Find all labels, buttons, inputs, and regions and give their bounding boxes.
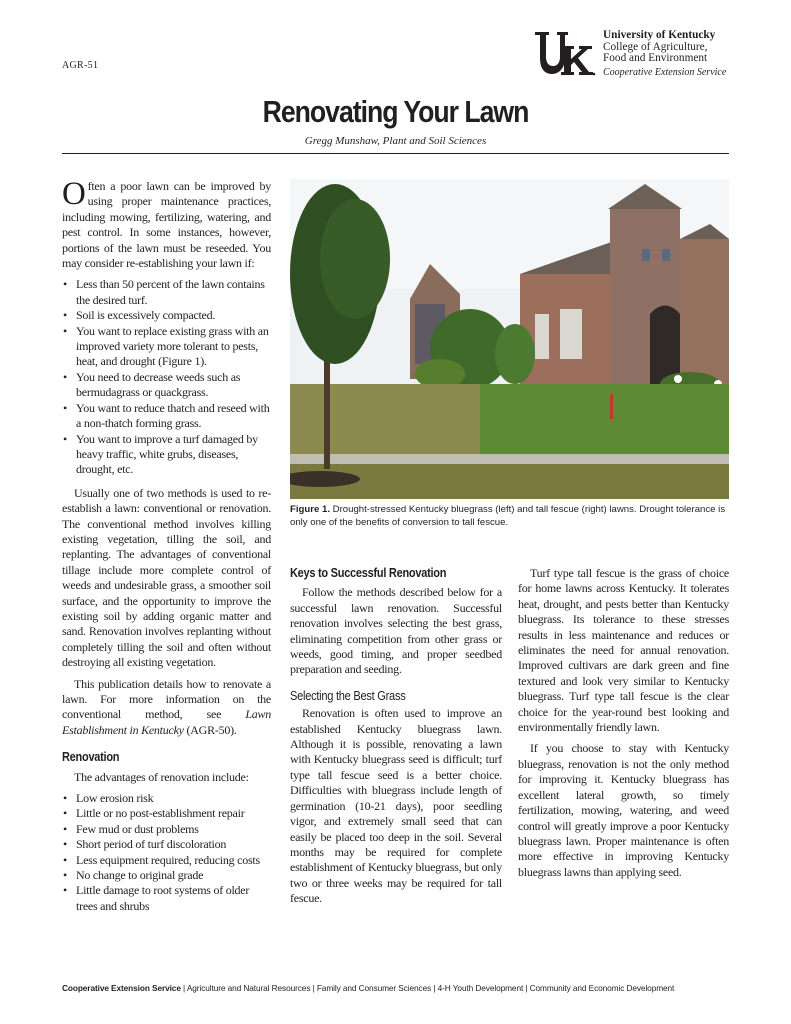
title-rule bbox=[62, 153, 729, 154]
renovation-heading: Renovation bbox=[62, 750, 120, 765]
column-2 bbox=[290, 566, 502, 913]
reference-code: (AGR-50). bbox=[183, 722, 237, 737]
list-item: • Low erosion risk bbox=[62, 791, 271, 806]
footer-programs: | Agriculture and Natural Resources | Family and Consumer Sciences | 4-H Youth Development | Community and Economic Development bbox=[180, 983, 675, 993]
figure-caption bbox=[290, 504, 729, 529]
list-item: • You want to replace existing grass with an improved variety more tolerant to pests, heat, and drought (Figure 1). bbox=[62, 324, 271, 370]
advantages-intro: The advantages of renovation include: bbox=[74, 769, 249, 784]
bluegrass-paragraph: If you choose to stay with Kentucky bluegrass, renovation is not the only method for improving it. Kentucky bluegrass has excellent lateral growth, so timely fertilization, mowing, watering, and weed control will greatly improve a poor Kentucky bluegrass lawn. Proper maintenance is often more effective in improving Kentucky bluegrass lawns than applying seed. bbox=[518, 741, 729, 879]
advantages-list bbox=[62, 791, 271, 914]
footer-lead: Cooperative Extension Service bbox=[62, 983, 181, 993]
figure-caption-text: Drought-stressed Kentucky bluegrass (left) and tall fescue (right) lawns. Drought tolerance is only one of the benefits of conversion to tall fescue. bbox=[290, 504, 726, 528]
extension-service: Cooperative Extension Service bbox=[603, 66, 727, 78]
keys-heading: Keys to Successful Renovation bbox=[290, 566, 447, 580]
figure-1-photo bbox=[290, 179, 729, 499]
university-name: University of Kentucky bbox=[603, 29, 716, 41]
page-title: Renovating Your Lawn bbox=[262, 94, 529, 129]
column-1 bbox=[62, 176, 271, 922]
keys-paragraph: Follow the methods described below for a successful lawn renovation. Successful renovation involves selecting the best grass, eliminating competition from other grass or weeds, good timing, and proper seedbed preparation and seeding. bbox=[290, 585, 502, 677]
reasons-list bbox=[62, 277, 271, 477]
list-item: • You want to reduce thatch and reseed with a non-thatch forming grass. bbox=[62, 401, 271, 432]
reference-paragraph bbox=[62, 677, 271, 739]
intro-text: ften a poor lawn can be improved by using proper maintenance practices, including mowing, fertilizing, watering, and pest control. In some instances, however, portions of the lawn must be reseeded. You may consider re-establishing your lawn if: bbox=[62, 179, 271, 271]
drop-cap: O bbox=[62, 176, 86, 212]
author-line: Gregg Munshaw, Plant and Soil Sciences bbox=[304, 135, 487, 147]
list-item: • You need to decrease weeds such as bermudagrass or quackgrass. bbox=[62, 370, 271, 401]
intro-paragraph bbox=[62, 176, 271, 271]
reference-text: This publication details how to renovate a lawn. For more information on the conventional method, see bbox=[62, 676, 271, 722]
university-header bbox=[603, 30, 726, 78]
selecting-heading: Selecting the Best Grass bbox=[290, 687, 406, 703]
college-line-2: Food and Environment bbox=[603, 52, 708, 64]
list-item: • Less than 50 percent of the lawn contains the desired turf. bbox=[62, 277, 271, 308]
list-item: • Soil is excessively compacted. bbox=[62, 308, 271, 323]
list-item: • Little or no post-establishment repair bbox=[62, 806, 271, 821]
methods-paragraph: Usually one of two methods is used to re-establish a lawn: conventional or renovation. The conventional method involves killing existing vegetation, tilling the soil, and replanting. The advantages of conventional tillage include more complete control of weeds and undesirable grass, a smoother soil surface, and the opportunity to improve the existing soil by adding organic matter and sand. Renovation involves replanting without completely tilling the soil and often without destroying all existing vegetation. bbox=[62, 485, 271, 670]
column-3 bbox=[518, 566, 729, 886]
list-item: • Few mud or dust problems bbox=[62, 822, 271, 837]
list-item: • Short period of turf discoloration bbox=[62, 837, 271, 852]
list-item: • Little damage to root systems of older trees and shrubs bbox=[62, 883, 271, 914]
list-item: • Less equipment required, reducing costs bbox=[62, 853, 271, 868]
college-line-1: College of Agriculture, bbox=[603, 40, 708, 53]
footer bbox=[62, 983, 729, 993]
fescue-paragraph: Turf type tall fescue is the grass of choice for home lawns across Kentucky. It tolerates heat, drought, and pests better than Kentucky bluegrass. Its tolerance to these stresses results in less maintenance and reduces or eliminates the need for annual renovation. Improved cultivars are dark green and fine textured and look very similar to Kentucky bluegrass. Turf type tall fescue is the clear choice for the year-round best looking and environmentally friendly lawn. bbox=[518, 566, 729, 735]
document-id: AGR-51 bbox=[62, 60, 99, 71]
uk-logo bbox=[534, 30, 596, 78]
reference-title: Lawn Establishment in Kentucky bbox=[62, 707, 271, 737]
list-item: • No change to original grade bbox=[62, 868, 271, 883]
list-item: • You want to improve a turf damaged by heavy traffic, white grubs, diseases, drought, etc. bbox=[62, 432, 271, 478]
selecting-paragraph: Renovation is often used to improve an established Kentucky bluegrass lawn. Although it is possible, renovating a lawn with Kentucky bluegrass seed is difficult; turf type tall fescue seed is a better choice. Difficulties with bluegrass include length of germination (10-21 days), poor seedling vigor, and extremely small seed that can easily be placed too deep in the soil. Several months may be required for complete establishment of Kentucky bluegrass, but only two or three weeks may be required for tall fescue. bbox=[290, 706, 502, 906]
figure-label: Figure 1. bbox=[290, 504, 330, 515]
